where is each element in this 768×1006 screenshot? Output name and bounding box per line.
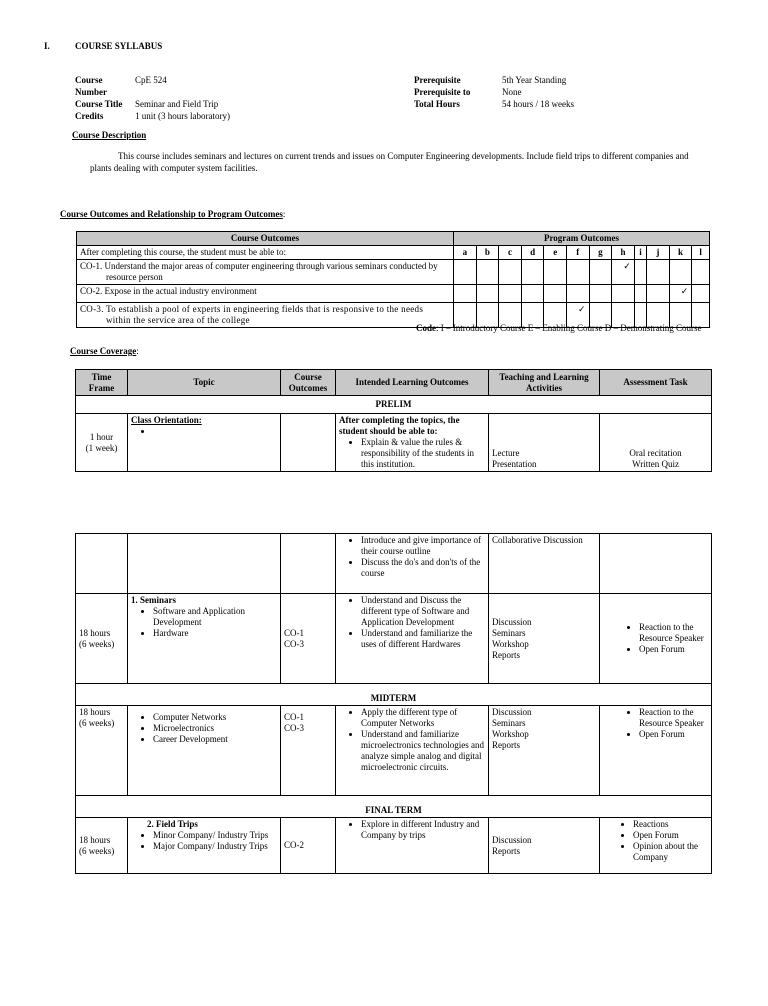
prerequisite-to: None <box>502 87 522 97</box>
final-topic: 2. Field Trips • Minor Company/ Industry Trips • Major Company/ Industry Trips <box>128 818 281 874</box>
coverage-table-1 <box>75 369 712 472</box>
cont-ilo: • Introduce and give importance of their course outline • Discuss the do's and don'ts of the course <box>336 534 489 594</box>
midterm-label: MIDTERM <box>76 684 712 706</box>
final-tla: Discussion Reports <box>489 818 600 874</box>
prelim-ilo: After completing the topics, the student should be able to: • Explain & value the rules & responsibility of the students in this institution. <box>336 414 489 472</box>
total-hours: 54 hours / 18 weeks <box>502 99 574 109</box>
final-assess: • Reactions • Open Forum • Opinion about the Company <box>600 818 712 874</box>
po-letter: b <box>476 246 499 260</box>
final-time: 18 hours (6 weeks) <box>76 818 128 874</box>
check-icon: ✓ <box>669 285 692 303</box>
col-course-outcomes: Course Outcomes <box>77 232 454 246</box>
po-letter: e <box>544 246 567 260</box>
midterm-ilo: • Apply the different type of Computer Networks • Understand and familiarize microelectronics technologies and analyze simple analog and digital microelectronic circuits. <box>336 706 489 796</box>
course-title: Seminar and Field Trip <box>135 99 219 109</box>
midterm-time: 18 hours (6 weeks) <box>76 706 128 796</box>
co3-text: CO-3. To establish a pool of experts in engineering fields that is responsive to the needs within the service area of the college <box>80 304 424 325</box>
outcomes-heading: Course Outcomes and Relationship to Program Outcomes: <box>60 209 286 219</box>
midterm-assess: • Reaction to the Resource Speaker • Open Forum <box>600 706 712 796</box>
co2-text: CO-2. Expose in the actual industry environment <box>77 285 454 303</box>
final-ilo: • Explore in different Industry and Company by trips <box>336 818 489 874</box>
col-program-outcomes: Program Outcomes <box>454 232 710 246</box>
col-tla: Teaching and Learning Activities <box>489 370 600 396</box>
table-row <box>77 285 710 303</box>
po-letter: d <box>521 246 544 260</box>
col-ilo: Intended Learning Outcomes <box>336 370 489 396</box>
bullet-icon <box>153 426 277 437</box>
po-letter: i <box>634 246 646 260</box>
check-icon: ✓ <box>612 260 635 285</box>
prelim-time: 1 hour (1 week) <box>76 414 128 472</box>
check-icon: ✓ <box>567 303 590 328</box>
col-time-frame: Time Frame <box>76 370 128 396</box>
table-row <box>76 706 712 796</box>
seminars-tla: Discussion Seminars Workshop Reports <box>489 594 600 684</box>
prerequisite: 5th Year Standing <box>502 75 567 85</box>
prelim-tla: Lecture Presentation <box>489 414 600 472</box>
section-number: I. <box>44 41 50 51</box>
table-row <box>76 534 712 594</box>
seminars-ilo: • Understand and Discuss the different type of Software and Application Development • Understand and familiarize the uses of different Hardwares <box>336 594 489 684</box>
coverage-table-2 <box>75 533 712 874</box>
course-number: CpE 524 <box>135 75 167 85</box>
info-right: Prerequisite 5th Year Standing Prerequisite to None Total Hours 54 hours / 18 weeks <box>414 75 574 109</box>
info-left: Course Number CpE 524 Course Title Seminar and Field Trip Credits 1 unit (3 hours laboratory) <box>75 75 230 121</box>
midterm-co: CO-1 CO-3 <box>281 706 336 796</box>
outcomes-table <box>76 231 710 328</box>
midterm-tla: Discussion Seminars Workshop Reports <box>489 706 600 796</box>
outcomes-intro: After completing this course, the student must be able to: <box>77 246 454 260</box>
final-co: CO-2 <box>281 818 336 874</box>
col-course-outcomes: Course Outcomes <box>281 370 336 396</box>
seminars-time: 18 hours (6 weeks) <box>76 594 128 684</box>
prelim-label: PRELIM <box>76 396 712 414</box>
po-letter: c <box>499 246 522 260</box>
code-legend: Code: I – Introductory Course E – Enabling Course D – Demonstrating Course <box>416 323 702 333</box>
section-title: COURSE SYLLABUS <box>75 41 163 51</box>
table-row <box>76 818 712 874</box>
table-row <box>77 260 710 285</box>
description-heading: Course Description <box>72 130 147 140</box>
cont-tla: Collaborative Discussion <box>489 534 600 594</box>
seminars-topic: 1. Seminars • Software and Application Development • Hardware <box>128 594 281 684</box>
po-letter: f <box>567 246 590 260</box>
coverage-heading: Course Coverage: <box>70 346 139 356</box>
po-letter: l <box>692 246 710 260</box>
po-letter: h <box>612 246 635 260</box>
col-assessment: Assessment Task <box>600 370 712 396</box>
description-text: This course includes seminars and lectures on current trends and issues on Computer Engineering developments. Include field trips to different companies and plants dealing with computer system facilities. <box>90 151 689 173</box>
prelim-topic: Class Orientation: • <box>128 414 281 472</box>
co1-text: CO-1. Understand the major areas of computer engineering through various seminars conducted by resource person <box>80 261 438 282</box>
col-topic: Topic <box>128 370 281 396</box>
po-letter: a <box>454 246 477 260</box>
seminars-co: CO-1 CO-3 <box>281 594 336 684</box>
po-letter: j <box>647 246 670 260</box>
prelim-assess: Oral recitation Written Quiz <box>600 414 712 472</box>
po-letter: g <box>589 246 612 260</box>
credits: 1 unit (3 hours laboratory) <box>135 111 230 121</box>
midterm-topic: • Computer Networks • Microelectronics • Career Development <box>128 706 281 796</box>
po-letter: k <box>669 246 692 260</box>
table-row <box>76 414 712 472</box>
table-row <box>76 594 712 684</box>
seminars-assess: • Reaction to the Resource Speaker • Open Forum <box>600 594 712 684</box>
final-label: FINAL TERM <box>76 796 712 818</box>
